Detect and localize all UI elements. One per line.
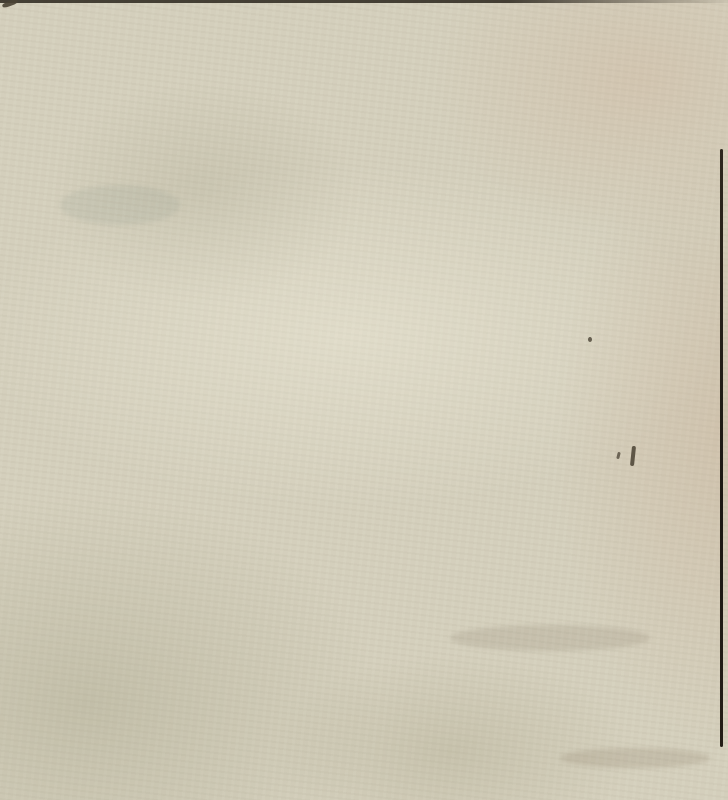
- bead-chain-divider: [14, 770, 614, 789]
- print-bleed-smudge: [450, 625, 650, 651]
- bead-chain-divider: [637, 770, 728, 789]
- zigzag-divider: [0, 15, 712, 37]
- ink-speck: [616, 452, 621, 460]
- print-bleed-smudge: [60, 185, 180, 225]
- byline: [24, 730, 696, 759]
- ink-speck: [630, 446, 636, 466]
- scan-top-edge: [0, 0, 728, 3]
- ink-speck: [588, 337, 592, 342]
- column-rule: [720, 149, 723, 747]
